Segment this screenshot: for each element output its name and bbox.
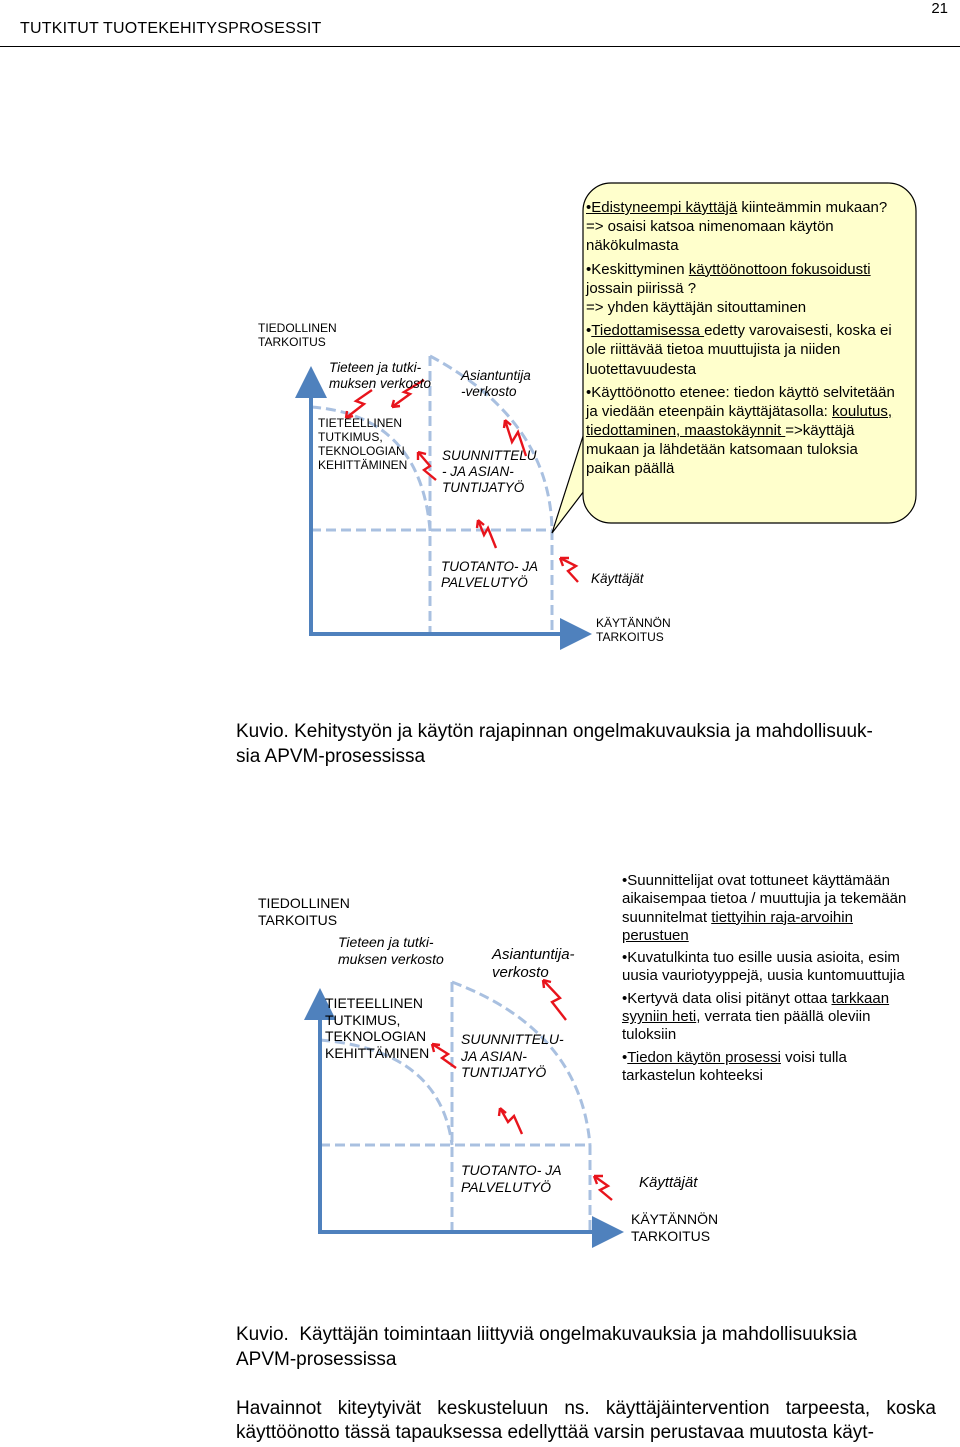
conflict-arrow-5 [477,520,496,548]
callout-point-2 [586,260,902,318]
node-research: TIETEELLINEN TUTKIMUS, TEKNOLOGIAN KEHITTÄMINEN [325,995,430,1061]
callout-point-4 [586,383,902,479]
callout-p4-a: •Käyttöönotto etenee: tiedon käyttö selvitetään ja viedään eteenpäin käyttäjätasolla: [586,383,895,420]
node-expert-network: Asiantuntija -verkosto [461,368,531,399]
note-1 [622,872,922,945]
callout-p4-rest: =>käyttäjä mukaan ja lähdetään katsomaan tuloksia paikan päällä [586,422,858,478]
conflict-arrow-1 [543,980,566,1020]
y-axis-label: TIEDOLLINEN TARKOITUS [258,895,350,928]
x-axis-label: KÄYTÄNNÖN TARKOITUS [596,616,671,645]
note-4-bullet: • [622,1048,628,1066]
x-axis-label: KÄYTÄNNÖN TARKOITUS [631,1211,719,1244]
node-production: TUOTANTO- JA PALVELUTYÖ [441,559,538,590]
note-1-text: •Suunnittelijat ovat tottuneet käyttämään aikaisempaa tietoa / muuttujia ja tekemään suunnitelmat [622,872,907,926]
note-3-underlined: tarkkaan syyniin heti [622,989,890,1026]
callout-p4-underlined: koulutus, tiedottaminen, maastokäynnit [586,402,893,440]
conflict-arrow-3 [499,1108,522,1134]
callout-p3-rest: edetty varovaisesti, koska ei ole riittävää tietoa muuttujista ja niiden luotettavuudesta [586,322,892,378]
callout-p3-bullet: • [586,322,592,340]
figure-2 [0,850,960,1270]
callout-point-1 [586,198,902,256]
note-1-underlined: tiettyihin raja-arvoihin perustuen [622,908,853,944]
callout-p2-d: => yhden käyttäjän sitouttaminen [586,298,807,316]
running-header-title: TUTKITUT TUOTEKEHITYSPROSESSIT [20,20,322,37]
conflict-arrow-6 [560,558,578,582]
node-production: TUOTANTO- JA PALVELUTYÖ [461,1162,562,1195]
callout-p2-a: •Keskittyminen [586,260,689,278]
node-users: Käyttäjät [591,571,644,586]
note-2: •Kuvatulkinta tuo esille uusia asioita, esim uusia vauriotyyppejä, uusia kuntomuuttujia [622,949,905,985]
conflict-arrow-4 [594,1176,612,1200]
note-3-a: •Kertyvä data olisi pitänyt ottaa [622,989,832,1007]
node-research: TIETEELLINEN TUTKIMUS, TEKNOLOGIAN KEHITTÄMINEN [318,416,408,473]
node-research-network: Tieteen ja tutki- muksen verkosto [338,934,444,967]
figure-1-caption: Kuvio. Kehitystyön ja käytön rajapinnan ongelmakuvauksia ja mahdollisuuk- sia APVM-prosessissa [236,721,873,767]
callout-p2-c: jossain piirissä ? [586,279,697,297]
note-3-c: , verrata tien päällä oleviin tuloksiin [622,1008,871,1044]
body-paragraph: Havainnot kiteytyivät keskusteluun ns. käyttäjäintervention tarpeesta, koska käyttöönotto tässä tapauksessa edellyttää varsin perustavaa muutosta käyt- [236,1398,936,1444]
note-4-underlined: Tiedon käytön prosessi [627,1048,781,1066]
node-research-network: Tieteen ja tutki- muksen verkosto [329,360,432,391]
figure-2-caption: Kuvio. Käyttäjän toimintaan liittyviä ongelmakuvauksia ja mahdollisuuksia APVM-prosessissa [236,1324,857,1370]
node-design: SUUNNITTELU - JA ASIAN- TUNTIJATYÖ [442,448,537,495]
page-number: 21 [931,0,948,17]
conflict-arrow-4 [418,452,436,480]
callout-p2-underlined: käyttöönottoon fokusoidusti [688,260,871,278]
callout-p3-underlined: Tiedottamisessa [591,322,705,340]
node-design: SUUNNITTELU- JA ASIAN- TUNTIJATYÖ [461,1031,564,1081]
conflict-arrow-1 [346,390,372,418]
notes-text [622,872,922,1089]
callout-text [586,198,902,483]
y-axis-label: TIEDOLLINEN TARKOITUS [258,321,337,350]
node-users: Käyttäjät [639,1174,698,1191]
note-4-rest: voisi tulla tarkastelun kohteeksi [622,1048,847,1084]
node-expert-network: Asiantuntija- verkosto [492,946,575,981]
callout-p1-rest: kiinteämmin mukaan? => osaisi katsoa nimenomaan käytön näkökulmasta [586,199,888,255]
callout-p1-underlined: •Edistyneempi käyttäjä [586,199,738,216]
note-4 [622,1049,922,1086]
callout-point-3 [586,321,902,379]
note-3 [622,990,922,1045]
